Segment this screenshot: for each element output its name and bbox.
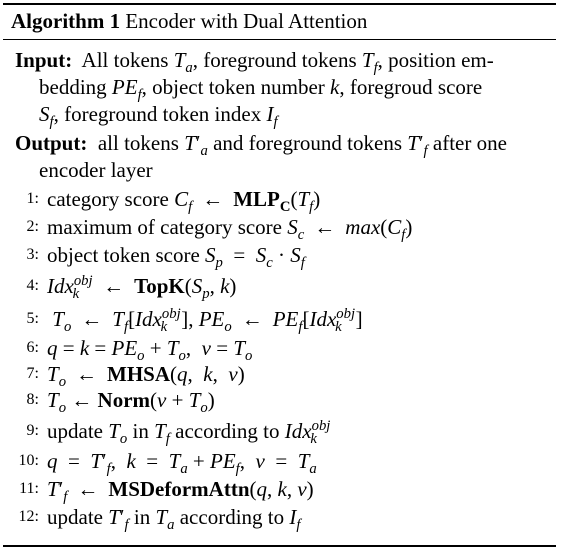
algorithm-title-text: Encoder with Dual Attention [125, 9, 368, 33]
algorithm-title [11, 9, 367, 34]
output-line-1: Output: all tokens $T'_a$ and foreground tokens $T'_f$ after one [15, 131, 507, 160]
output-label: Output: [15, 131, 88, 155]
input-label: Input: [15, 48, 73, 72]
input-line-1: Input: All tokens $T_a$, foreground tokens $T_f$, position em- [15, 48, 494, 77]
bottom-rule [3, 545, 556, 547]
title-rule [3, 39, 556, 40]
input-line-2: bedding $PE_f$, object token number k, foregroud score [39, 75, 483, 104]
algorithm-label: Algorithm 1 [11, 9, 121, 33]
input-line-3: $S_f$, foreground token index $I_f$ [39, 102, 278, 131]
output-line-2: encoder layer [39, 158, 153, 182]
top-rule [3, 3, 556, 5]
